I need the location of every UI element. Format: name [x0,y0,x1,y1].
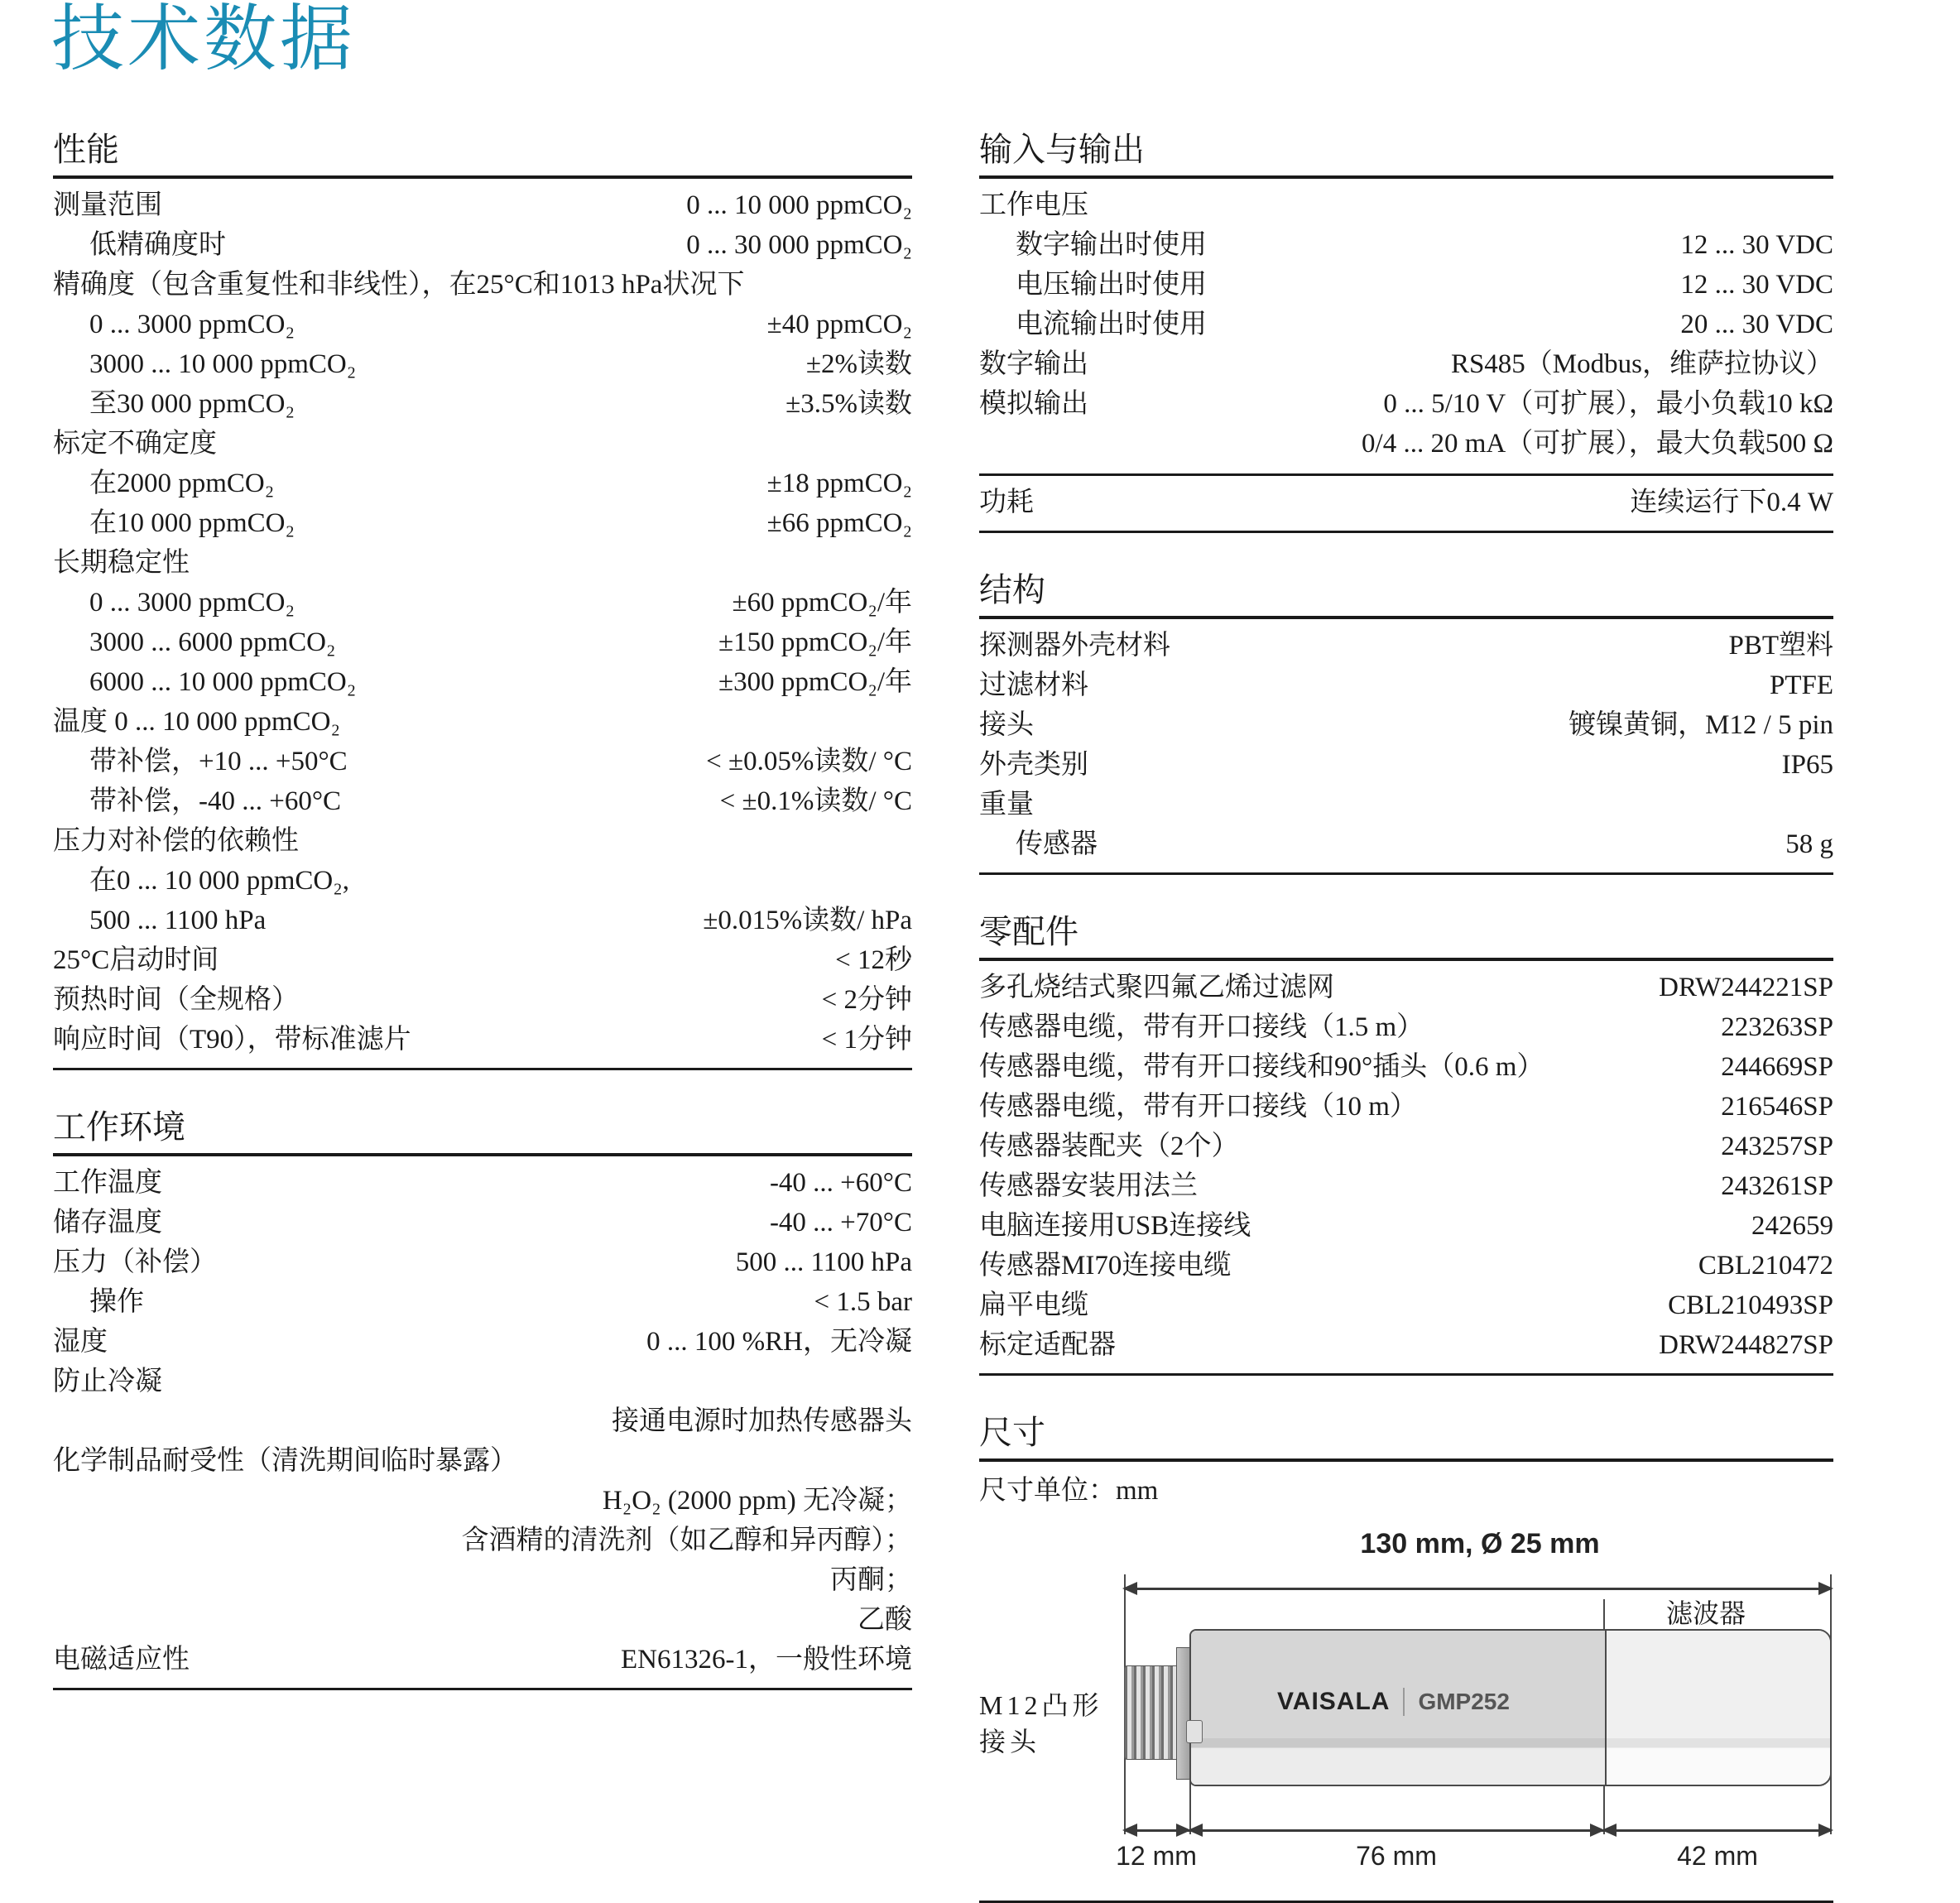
spec-value: 接通电源时加热传感器头 [612,1406,912,1436]
spec-row [979,384,1833,424]
spec-row [53,702,912,742]
logo-divider [1403,1688,1405,1716]
section-title-dimensions: 尺寸 [979,1414,1833,1462]
spec-value: H₂O₂ (2000 ppm) 无冷凝； [602,1486,912,1516]
spec-value: 0 ... 30 000 ppmCO₂ [686,230,912,260]
spec-row [53,901,912,940]
spec-value: 连续运行下0.4 W [1630,488,1833,517]
dimensions-content [979,1462,1833,1903]
spec-label: 传感器电缆，带有开口接线（1.5 m） [979,1012,1424,1042]
spec-label: 防止冷凝 [53,1367,162,1396]
io-table [979,179,1833,533]
model-text: GMP252 [1418,1689,1510,1714]
spec-row [53,225,912,265]
spec-label: 在10 000 ppmCO₂ [89,508,295,538]
spec-value: 12 ... 30 VDC [1680,230,1833,260]
spec-row [53,1322,912,1362]
spec-row [53,1362,912,1401]
sensor-body-main [1191,1631,1605,1785]
environment-table [53,1156,912,1690]
spec-row [53,980,912,1020]
spec-value: 0 ... 100 %RH，无冷凝 [646,1327,912,1357]
spec-value: < ±0.05%读数/ °C [706,747,912,776]
spec-value: 丙酮； [830,1565,912,1595]
spec-label: 带补偿，-40 ... +60°C [89,786,342,816]
sensor-filter [1605,1631,1830,1785]
spec-row [53,742,912,781]
spec-label: 响应时间（T90），带标准滤片 [53,1025,411,1055]
spec-label: 操作 [89,1287,144,1317]
overall-dimension-label: 130 mm, Ø 25 mm [1360,1528,1600,1559]
dimension-label-body: 76 mm [1356,1841,1437,1871]
spec-label: 3000 ... 6000 ppmCO₂ [89,627,336,657]
section-title-environment: 工作环境 [53,1108,912,1156]
spec-value: 含酒精的清洗剂（如乙醇和异丙醇）； [461,1526,912,1555]
spec-row [53,940,912,980]
spec-label: 数字输出时使用 [1016,230,1207,260]
spec-value: 58 g [1785,829,1833,859]
spec-row [53,503,912,543]
connector-label-line2: 接头 [979,1727,1041,1756]
vaisala-logo [1277,1688,1510,1716]
spec-row [979,424,1833,464]
spec-value: < 12秒 [835,945,912,975]
spec-row [979,1246,1833,1285]
spec-row [53,1521,912,1560]
spec-value: ±60 ppmCO₂/年 [732,588,912,618]
spec-row [53,583,912,622]
spec-value: 20 ... 30 VDC [1680,310,1833,339]
spec-value: 242659 [1751,1211,1833,1241]
spec-row [53,1401,912,1441]
spec-row [979,968,1833,1007]
spec-value: ±3.5%读数 [785,389,912,419]
spec-row [53,265,912,305]
dimension-arrow-filter [1603,1829,1832,1832]
spec-label: 预热时间（全规格） [53,985,299,1015]
spec-value: 12 ... 30 VDC [1680,270,1833,300]
spec-label: 压力对补偿的依赖性 [53,826,299,856]
spec-row [53,781,912,821]
spec-label: 在0 ... 10 000 ppmCO₂, [89,866,350,896]
spec-row [53,1203,912,1242]
spec-row [53,384,912,424]
filter-label: 滤波器 [1666,1598,1746,1628]
spec-row [53,1020,912,1060]
dimension-unit-note: 尺寸单位：mm [979,1476,1159,1506]
spec-value: 0 ... 10 000 ppmCO₂ [686,190,912,220]
spec-row [979,1087,1833,1127]
sensor-dimension-diagram [979,1523,1833,1892]
spec-row [979,785,1833,824]
spec-label: 外壳类别 [979,750,1088,780]
spec-label: 0 ... 3000 ppmCO₂ [89,310,295,339]
spec-row [53,185,912,225]
spec-row [53,861,912,901]
spec-label: 模拟输出 [979,389,1088,419]
spec-label: 电压输出时使用 [1016,270,1207,300]
spec-label: 标定适配器 [979,1330,1116,1360]
spec-value: 216546SP [1721,1092,1833,1122]
spec-label: 湿度 [53,1327,108,1357]
spec-label: 工作温度 [53,1168,162,1198]
spec-row [979,1285,1833,1325]
spec-label: 电脑连接用USB连接线 [979,1211,1251,1241]
dimension-arrow-overall [1124,1588,1832,1590]
spec-value: RS485（Modbus，维萨拉协议） [1450,349,1833,379]
spec-row [979,1007,1833,1047]
spec-label: 传感器 [1016,829,1098,859]
dimension-label-connector: 12 mm [1116,1841,1197,1871]
spec-value: 镀镍黄铜，M12 / 5 pin [1568,710,1833,740]
sensor-body [1189,1629,1832,1786]
connector-nub [1186,1720,1203,1743]
spec-value: PBT塑料 [1728,631,1833,661]
m12-thread [1124,1665,1180,1760]
spec-row [979,824,1833,864]
spec-value: < 2分钟 [821,985,912,1015]
spec-row [53,1640,912,1680]
performance-table [53,179,912,1070]
spec-value: 243257SP [1721,1132,1833,1161]
spec-label: 精确度（包含重复性和非线性），在25°C和1013 hPa状况下 [53,270,745,300]
spec-row [53,1163,912,1203]
spec-value: ±40 ppmCO₂ [766,310,912,339]
spec-row [53,344,912,384]
spec-label: 化学制品耐受性（清洗期间临时暴露） [53,1446,517,1476]
spec-label: 标定不确定度 [53,429,217,459]
spec-row [979,626,1833,666]
section-performance [53,131,912,1070]
spec-row [53,1441,912,1481]
spec-value: 500 ... 1100 hPa [735,1247,912,1277]
spec-row [53,662,912,702]
spec-row [53,1560,912,1600]
spec-row [53,543,912,583]
spec-value: DRW244221SP [1659,973,1833,1002]
spec-label: 传感器电缆，带有开口接线（10 m） [979,1092,1417,1122]
section-title-performance: 性能 [53,131,912,179]
spec-row [979,705,1833,745]
spec-label: 探测器外壳材料 [979,631,1170,661]
dimension-arrow-connector [1124,1829,1189,1832]
section-title-accessories: 零配件 [979,913,1833,961]
spec-label: 扁平电缆 [979,1290,1088,1320]
spec-row [979,265,1833,305]
spec-row [979,185,1833,225]
spec-value: < ±0.1%读数/ °C [719,786,912,816]
spec-value: -40 ... +70°C [769,1208,912,1237]
spec-row [53,1242,912,1282]
section-environment [53,1108,912,1690]
brand-text: VAISALA [1277,1688,1391,1715]
spec-row [53,622,912,662]
spec-label: 过滤材料 [979,670,1088,700]
spec-label: 多孔烧结式聚四氟乙烯过滤网 [979,973,1334,1002]
spec-label: 0 ... 3000 ppmCO₂ [89,588,295,618]
section-title-io: 输入与输出 [979,131,1833,179]
spec-value: ±2%读数 [805,349,912,379]
spec-value: 0/4 ... 20 mA（可扩展），最大负载500 Ω [1362,429,1833,459]
section-accessories [979,913,1833,1376]
spec-row [979,225,1833,265]
spec-row [53,1282,912,1322]
spec-row [979,1206,1833,1246]
spec-value: 243261SP [1721,1171,1833,1201]
spec-label: 测量范围 [53,190,162,220]
connector-label [979,1687,1102,1760]
spec-value: IP65 [1781,750,1833,780]
section-title-mechanics: 结构 [979,571,1833,619]
section-mechanics [979,571,1833,875]
spec-value: CBL210493SP [1668,1290,1833,1320]
spec-label: 电磁适应性 [53,1645,190,1675]
page-title: 技术数据 [51,0,357,80]
spec-label: 传感器电缆，带有开口接线和90°插头（0.6 m） [979,1052,1544,1082]
spec-row [979,1166,1833,1206]
left-column [53,131,912,1690]
spec-row [979,1127,1833,1166]
spec-label: 电流输出时使用 [1016,310,1207,339]
spec-value: PTFE [1769,670,1833,700]
dimension-label-filter: 42 mm [1677,1841,1758,1871]
spec-value: ±66 ppmCO₂ [766,508,912,538]
spec-label: 重量 [979,790,1034,819]
mechanics-table [979,619,1833,875]
spec-value: ±150 ppmCO₂/年 [718,627,912,657]
spec-label: 500 ... 1100 hPa [89,906,267,935]
connector-label-line1: M12凸形 [979,1690,1103,1720]
spec-row [53,1600,912,1640]
spec-label: 25°C启动时间 [53,945,219,975]
spec-value: < 1分钟 [821,1025,912,1055]
accessories-table [979,961,1833,1376]
spec-value: 223263SP [1721,1012,1833,1042]
spec-value: 0 ... 5/10 V（可扩展），最小负载10 kΩ [1383,389,1833,419]
spec-label: 至30 000 ppmCO₂ [89,389,295,419]
section-io [979,131,1833,533]
spec-label: 数字输出 [979,349,1088,379]
spec-label: 3000 ... 10 000 ppmCO₂ [89,349,357,379]
spec-value: CBL210472 [1698,1251,1833,1281]
spec-row [53,821,912,861]
spec-label: 储存温度 [53,1208,162,1237]
spec-value: ±300 ppmCO₂/年 [718,667,912,697]
right-column [979,131,1833,1903]
spec-value: 乙酸 [858,1605,912,1635]
spec-row [979,305,1833,344]
spec-value: EN61326-1，一般性环境 [621,1645,912,1675]
spec-label: 工作电压 [979,190,1088,220]
spec-label: 带补偿，+10 ... +50°C [89,747,348,776]
spec-value: 244669SP [1721,1052,1833,1082]
spec-label: 长期稳定性 [53,548,190,578]
spec-label: 温度 0 ... 10 000 ppmCO₂ [53,707,341,737]
section-dimensions [979,1414,1833,1903]
spec-value: < 1.5 bar [814,1287,912,1317]
spec-row [53,305,912,344]
dimension-arrow-body [1189,1829,1603,1832]
spec-label: 在2000 ppmCO₂ [89,469,275,498]
spec-row [979,1047,1833,1087]
spec-label: 6000 ... 10 000 ppmCO₂ [89,667,357,697]
spec-label: 传感器安装用法兰 [979,1171,1198,1201]
spec-row [979,1325,1833,1365]
spec-row [53,1481,912,1521]
spec-label: 压力（补偿） [53,1247,217,1277]
spec-value: ±0.015%读数/ hPa [703,906,912,935]
spec-row [979,745,1833,785]
spec-row [53,464,912,503]
spec-row [979,344,1833,384]
spec-value: DRW244827SP [1659,1330,1833,1360]
spec-label: 低精确度时 [89,230,226,260]
spec-value: -40 ... +60°C [769,1168,912,1198]
spec-value: ±18 ppmCO₂ [766,469,912,498]
spec-row [53,424,912,464]
spec-row-power [979,473,1833,522]
spec-label: 接头 [979,710,1034,740]
spec-row [979,666,1833,705]
spec-label: 传感器装配夹（2个） [979,1132,1239,1161]
spec-label: 传感器MI70连接电缆 [979,1251,1232,1281]
spec-label: 功耗 [979,488,1034,517]
